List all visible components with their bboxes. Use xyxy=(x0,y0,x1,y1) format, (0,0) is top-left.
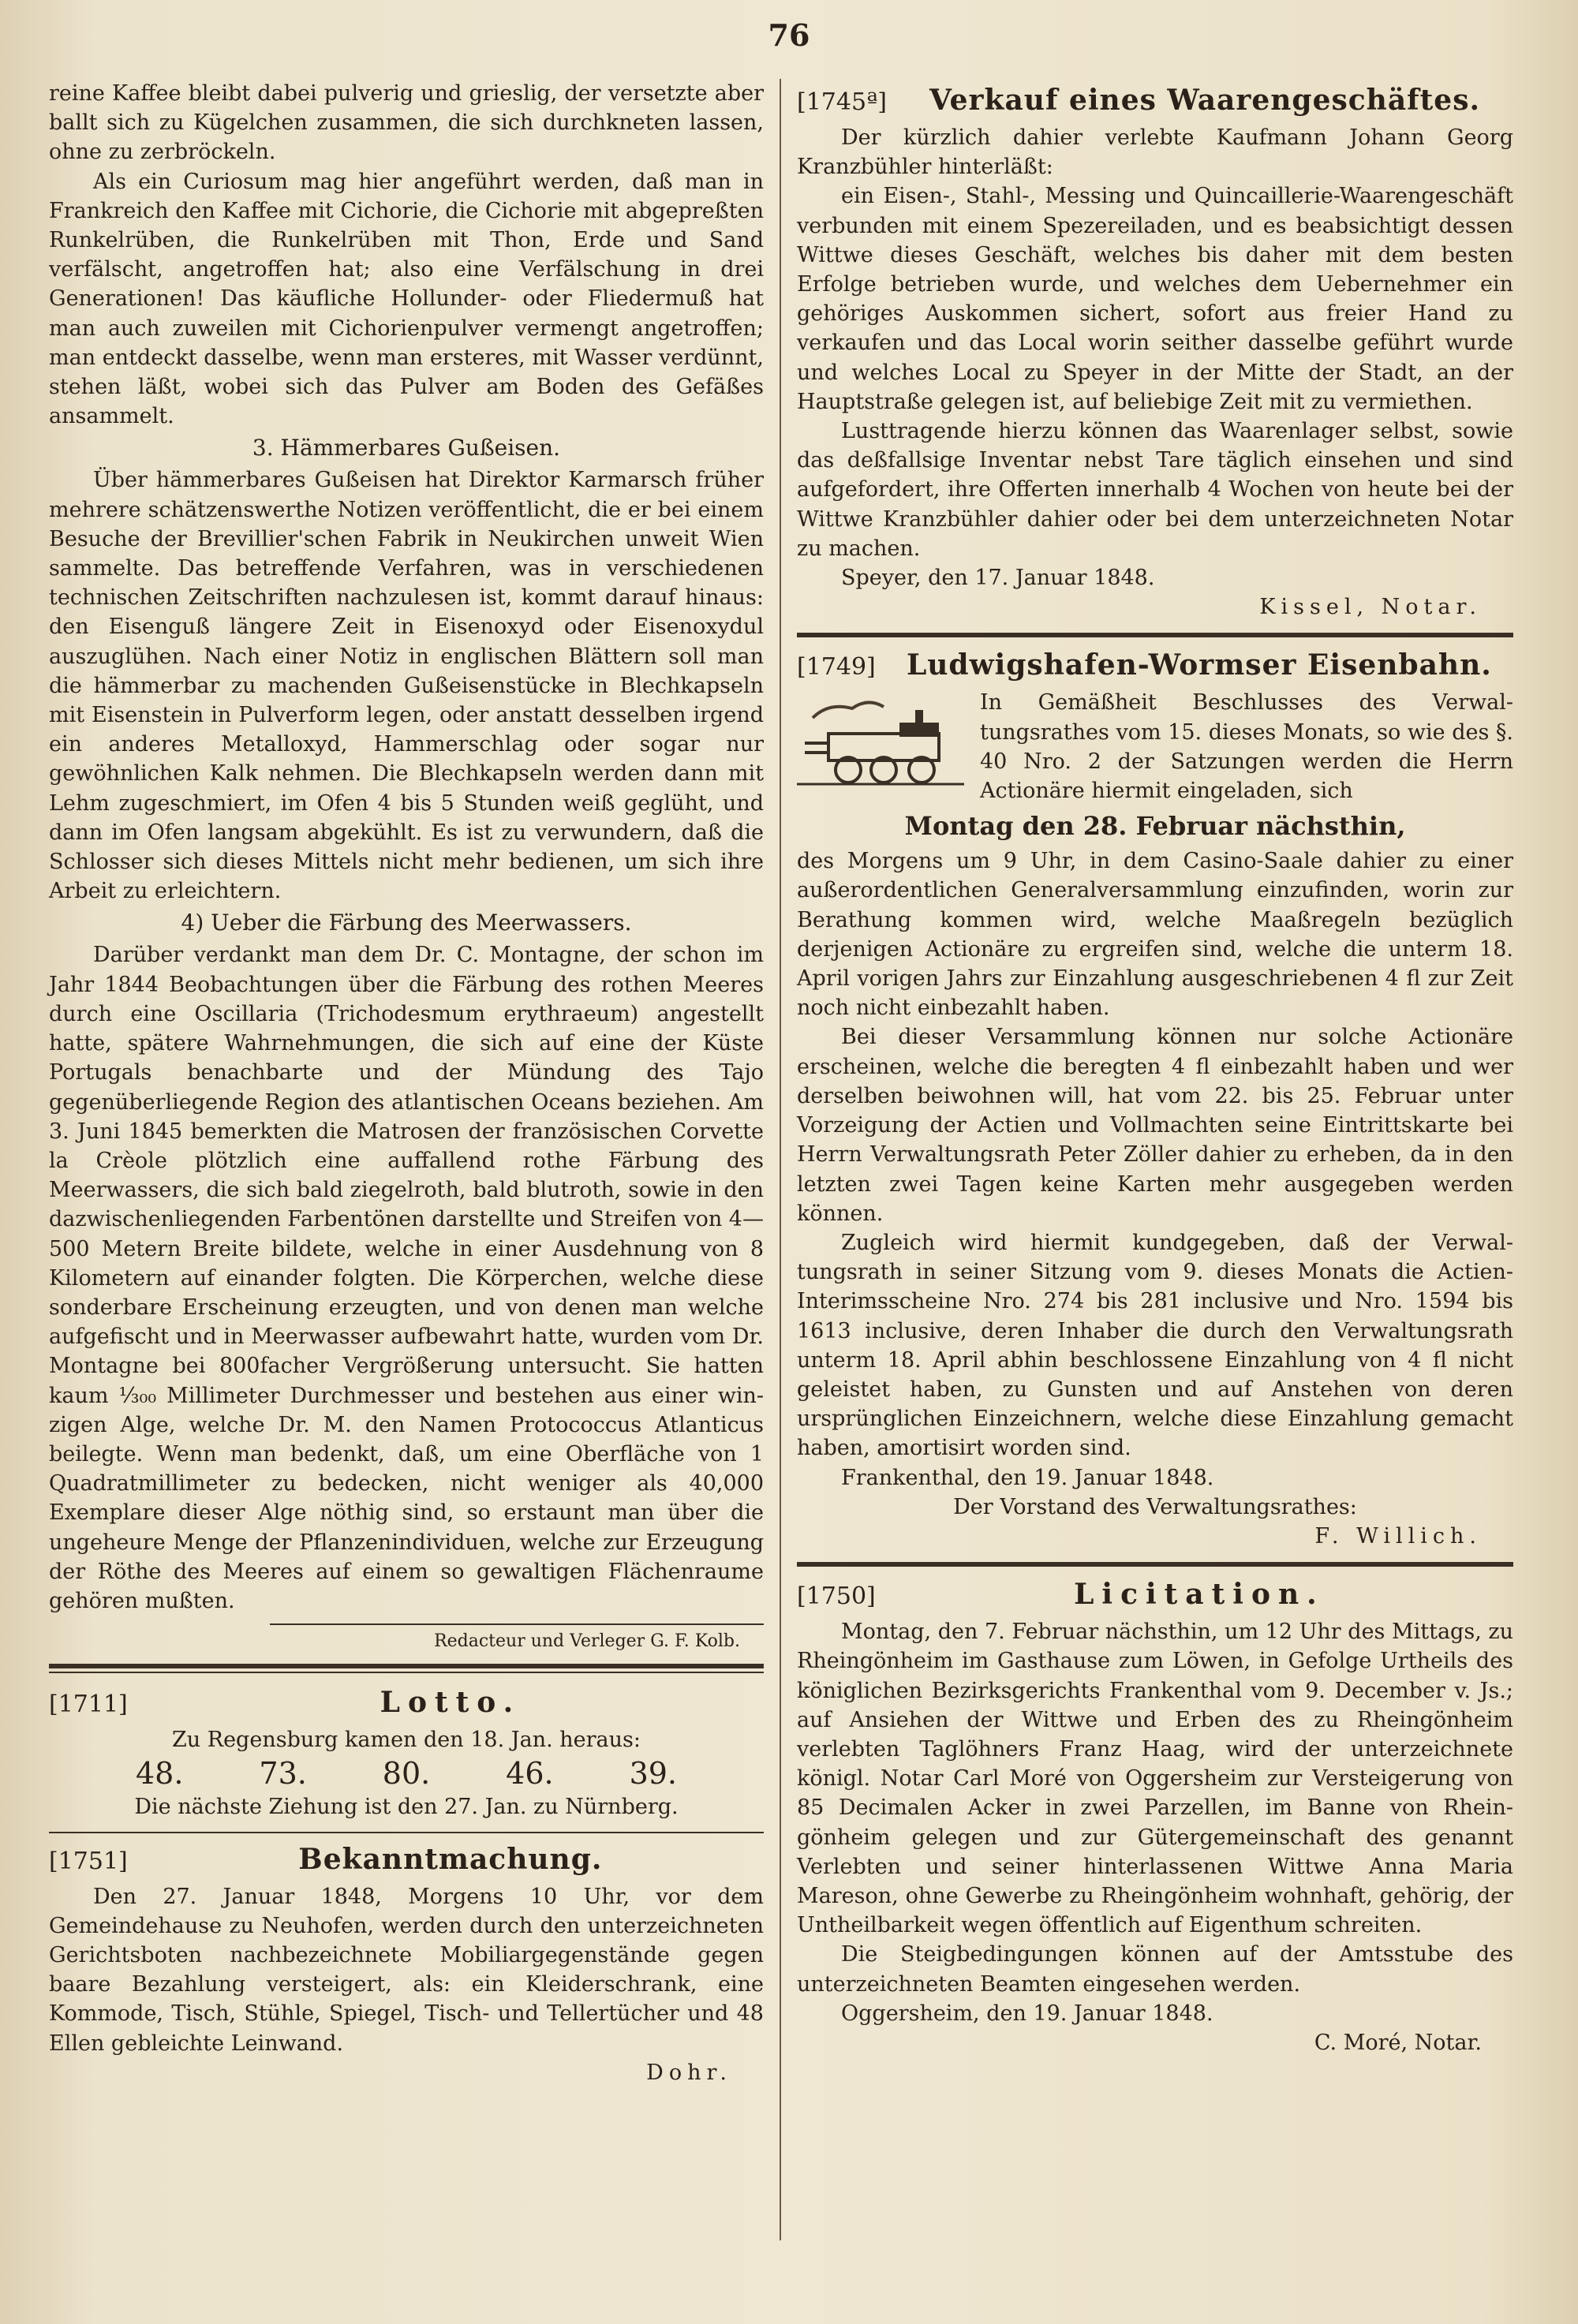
bekanntmachung-signature: Dohr. xyxy=(646,2060,732,2085)
bekanntmachung-text: Den 27. Januar 1848, Morgens 10 Uhr, vor dem Gemeindehause zu Neuhofen, werden durch den unterzeichneten Gerichtsboten nachbezeichnete Mobiliargegenstände gegen baare Bezahlung versteigert, als: ein Kleiderschrank, eine Kommode, Tisch, Stühle, Spiegel, Tisch- und Tellertücher und 48 Ellen gebleichte Leinwand. xyxy=(49,1884,764,2056)
licitation-paragraph-2: Die Steigbedingungen können auf der Amtsstube des unterzeichneten Beamten eingesehen werden. xyxy=(797,1942,1513,1997)
separator xyxy=(49,1664,764,1673)
eisenbahn-date-line: Montag den 28. Februar nächsthin, xyxy=(904,811,1406,842)
lotto-title: Lotto. xyxy=(380,1686,522,1720)
separator xyxy=(797,1562,1513,1567)
eisenbahn-intro-block xyxy=(797,688,1513,805)
licitation-signature: C. Moré, Notar. xyxy=(1314,2030,1482,2055)
eisenbahn-header xyxy=(797,648,1513,682)
locomotive-illustration xyxy=(797,694,964,789)
lotto-number-2: 73. xyxy=(259,1756,307,1792)
lotto-number-1: 48. xyxy=(136,1756,184,1792)
separator xyxy=(797,633,1513,637)
licitation-paragraph-1: Montag, den 7. Februar nächsthin, um 12 Uhr des Mittags, zu Rheingönheim im Gasthause zum Löwen, in Gefolge Urtheils des königlichen Bezirksgerichts Frankenthal vom 9. December v. Js.; auf Ansiehen der Wittwe und Erben des zu Rheingönheim verlebten Taglöhners Franz Haag, wird der unterzeichnete königl. Notar Carl Moré von Oggersheim zur Versteigerung von 85 Decimalen Acker in zwei Parzellen, im Banne von Rheingönheim gelegen und zur Gütergemeinschaft des genannt Verlebten und seiner hinterlassenen Wittwe Anna Maria Mareson, ohne Gewerbe zu Rheingönheim wohnhaft, gehörig, der Untheilbarkeit wegen öffentlich auf Eigenthum schreiten. xyxy=(797,1620,1513,1938)
eisenbahn-paragraph-3: Zugleich wird hiermit kundgegeben, daß der Verwaltungsrath in seiner Sitzung vom 9. dieses Monats die Actien-Interimsscheine Nro. 274 bis 281 inclusive und Nro. 1594 bis 1613 inclusive, deren Inhaber die durch den Verwaltungsrath unterm 18. April abhin beschlossene Einzahlung von 4 fl nicht geleistet haben, zu Gunsten und auf Anstehen von deren ursprünglichen Einzeichnern, welche diese Einzahlung gemacht haben, amortisirt worden sind. xyxy=(797,1230,1513,1461)
verkauf-header xyxy=(797,84,1513,117)
lotto-number: [1711] xyxy=(49,1691,128,1719)
eisenbahn-paragraph-2: Bei dieser Versammlung können nur solche Actionäre erscheinen, welche die beregten 4 fl einbezahlt haben und wer derselben beiwohnen will, hat vom 22. bis 25. Februar unter Vorzeigung der Actien und Vollmachten seine Eintrittskarte bei Herrn Verwaltungsrath Peter Zöller dahier zu erheben, da in den letzten zwei Tagen keine Karten mehr ausgegeben werden können. xyxy=(797,1025,1513,1226)
eisenbahn-number: [1749] xyxy=(797,653,876,682)
verkauf-number: [1745ª] xyxy=(797,88,888,116)
column-divider xyxy=(780,79,781,2240)
licitation-title: Licitation. xyxy=(1074,1578,1325,1612)
licitation-header xyxy=(797,1578,1513,1611)
lotto-number-4: 46. xyxy=(506,1756,554,1792)
eisenbahn-signature: F. Willich. xyxy=(1314,1523,1482,1549)
left-column xyxy=(49,79,764,2087)
coffee-paragraph-end: reine Kaffee bleibt dabei pulverig und grieslig, der versetzte aber ballt sich zu Kügelchen zusammen, die sich durchkneten lassen, ohne zu zerbröckeln. xyxy=(49,81,764,165)
curiosum-paragraph: Als ein Curiosum mag hier angeführt werden, daß man in Frankreich den Kaffee mit Cichorie, die Cichorie mit abgepreßten Runkelrüben, die Runkelrüben mit Thon, Erde und Sand verfälscht, angetroffen hat; also eine Verfälschung in drei Generationen! Das käufliche Hollunder- oder Fliedermuß hat man auch zuweilen mit Cichorienpulver vermengt angetroffen; man entdeckt dasselbe, wenn man ersteres, mit Wasser verdünnt, stehen läßt, wobei sich das Pulver am Boden des Gefäßes ansammelt. xyxy=(49,169,764,429)
lotto-header xyxy=(49,1686,764,1719)
licitation-date: Oggersheim, den 19. Januar 1848. xyxy=(841,2001,1213,2026)
verkauf-paragraph-1: Der kürzlich dahier verlebte Kaufmann Johann Georg Kranzbühler hinterläßt: xyxy=(797,125,1513,180)
verkauf-title: Verkauf eines Waarengeschäftes. xyxy=(929,84,1481,117)
editor-line: Redacteur und Verleger G. F. Kolb. xyxy=(270,1623,764,1651)
verkauf-paragraph-2: ein Eisen-, Stahl-, Messing und Quincaillerie-Waarengeschäft verbunden mit einem Spezereiladen, und es beabsichtigt dessen Wittwe dieses Geschäft, welches bis daher mit dem besten Erfolge betrieben wurde, und welches dem Uebernehmer ein gehöriges Auskommen sichert, sofort aus freier Hand zu verkaufen und das Local worin seither dasselbe geführt wurde und welches Local zu Speyer in der Mitte der Stadt, an der Hauptstraße gelegen ist, auf beliebige Zeit mit zu vermiethen. xyxy=(797,184,1513,414)
eisenbahn-paragraph-1: des Morgens um 9 Uhr, in dem Casino-Saale dahier zu einer außerordentlichen Generalversammlung einzufinden, worin zur Berathung kommen wird, welche Maaßregeln bezüglich derjenigen Actionäre zu ergreifen sind, welche die unterm 18. April vorigen Jahrs zur Einzahlung ausgeschriebenen 4 fl zur Zeit noch nicht einbezahlt haben. xyxy=(797,849,1513,1021)
lotto-line-1: Zu Regensburg kamen den 18. Jan. heraus: xyxy=(172,1728,641,1753)
right-column xyxy=(797,79,1513,2057)
licitation-number: [1750] xyxy=(797,1582,876,1611)
eisenbahn-intro: In Gemäßheit Beschlusses des Verwaltungsrathes vom 15. dieses Monats, so wie des §. 40 Nro. 2 der Satzungen werden die Herrn Actionäre hiermit eingeladen, sich xyxy=(980,690,1513,804)
verkauf-signature: Kissel, Notar. xyxy=(1259,595,1482,620)
lotto-number-3: 80. xyxy=(382,1756,431,1792)
eisenbahn-board: Der Vorstand des Verwaltungsrathes: xyxy=(953,1494,1357,1519)
locomotive-icon xyxy=(797,688,970,805)
lotto-line-2: Die nächste Ziehung ist den 27. Jan. zu Nürnberg. xyxy=(134,1795,679,1820)
lotto-numbers xyxy=(49,1754,764,1792)
eisenbahn-date: Frankenthal, den 19. Januar 1848. xyxy=(841,1465,1214,1490)
page-number: 76 xyxy=(768,17,810,53)
eisenbahn-title: Ludwigshafen-Wormser Eisenbahn. xyxy=(906,648,1492,682)
lotto-number-5: 39. xyxy=(629,1756,677,1792)
bekanntmachung-number: [1751] xyxy=(49,1847,128,1875)
meerwasser-paragraph: Darüber verdankt man dem Dr. C. Montagne, der schon im Jahr 1844 Beobachtungen über die Färbung des rothen Meeres durch eine Oscillaria (Trichodesmum erythraeum) angestellt hatte, spätere Wahrnehmungen, die sich auf eine der Küste Portugals benachbarte und der Mündung des Tajo gegenüberliegende Region des atlantischen Oceans beziehen. Am 3. Juni 1845 bemerkten die Matrosen der französischen Corvette la Crèole plötzlich eine auffallend rothe Färbung des Meerwassers, die sich bald ziegelroth, bald blutroth, sowie in den dazwischenliegenden Farbentönen darstellte und Streifen von 4—500 Metern Breite bildete, welche in einer Ausdehnung von 8 Kilometern auf einander folgten. Die Körperchen, welche diese sonderbare Erscheinung erzeugten, und von denen man welche aufgefischt und in Meerwasser aufbewahrt hatte, wurden vom Dr. Montagne bei 800facher Vergrößerung untersucht. Sie hatten kaum ⅓₀₀ Millimeter Durchmesser und bestehen aus einer winzigen Alge, welche Dr. M. den Namen Protococcus Atlanticus beilegte. Wenn man bedenkt, daß, um eine Oberfläche von 1 Quadratmillimeter zu bedecken, nicht weniger als 40,000 Exemplare dieser Alge nöthig sind, so erstaunt man über die ungeheure Menge der Pflanzenindividuen, welche zur Erzeugung der Röthe des Meeres auf einem so gewaltigen Flächenraume gehören mußten. xyxy=(49,943,764,1613)
verkauf-paragraph-3: Lusttragende hierzu können das Waarenlager selbst, sowie das deßfallsige Inventar nebst Tare täglich einsehen und sind aufgefordert, ihre Offerten innerhalb 4 Wochen von heute bei der Wittwe Kranzbühler dahier oder bei dem unterzeichneten Notar zu machen. xyxy=(797,419,1513,561)
verkauf-date: Speyer, den 17. Januar 1848. xyxy=(841,566,1155,591)
separator xyxy=(49,1832,764,1833)
section-heading-gusseisen: 3. Hämmerbares Gußeisen. xyxy=(252,435,561,461)
gusseisen-paragraph: Über hämmerbares Gußeisen hat Direktor Karmarsch früher mehrere schätzenswerthe Notizen veröffentlicht, die er bei einem Besuche der Brevillier'schen Fabrik in Neukirchen unweit Wien sammelte. Das betreffende Verfahren, was in verschiedenen technischen Zeitschriften nachzulesen ist, kommt darauf hinaus: den Eisenguß längere Zeit in Eisenoxyd oder Eisenoxydul auszuglühen. Nach einer Notiz in englischen Blättern soll man die hämmerbar zu machenden Gußeisenstücke in Blechkapseln mit Eisenstein in Pulverform legen, oder anstatt desselben irgend ein anderes Metalloxyd, Hammerschlag oder sogar nur gewöhnlichen Kalk nehmen. Die Blechkapseln werden dann mit Lehm zugeschmiert, im Ofen 4 bis 5 Stunden weiß geglüht, und dann im Ofen langsam abgekühlt. Es ist zu verwundern, daß die Schlosser sich dieses Mittels nicht mehr bedienen, um sich ihre Arbeit zu erleichtern. xyxy=(49,468,764,904)
bekanntmachung-title: Bekanntmachung. xyxy=(298,1842,603,1876)
bekanntmachung-header xyxy=(49,1843,764,1876)
section-heading-meerwasser: 4) Ueber die Färbung des Meerwassers. xyxy=(181,910,632,936)
